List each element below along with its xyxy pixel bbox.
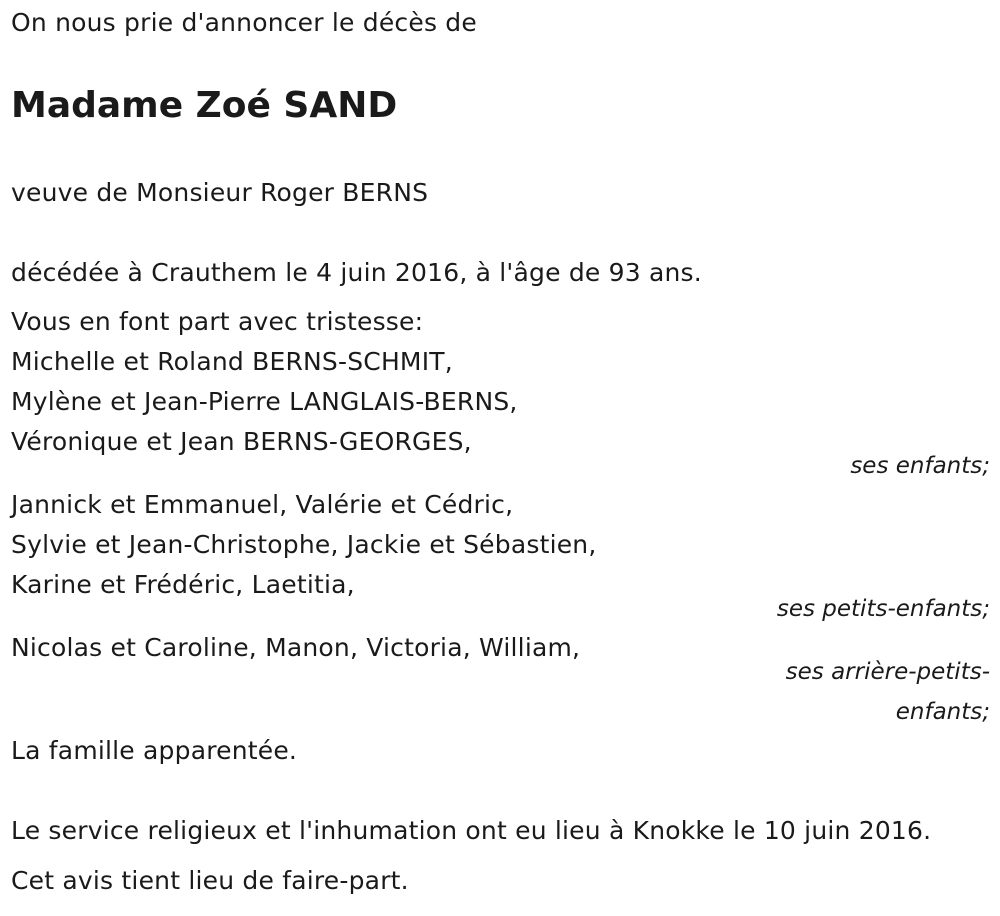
children-line: Michelle et Roland BERNS-SCHMIT, [11, 347, 453, 376]
grandchildren-line: Karine et Frédéric, Laetitia, [11, 570, 355, 599]
service-text: Le service religieux et l'inhumation ont eu lieu à Knokke le 10 juin 2016. [11, 816, 932, 845]
great-grandchildren-line: Nicolas et Caroline, Manon, Victoria, William, [11, 633, 581, 662]
grandchildren-line: Sylvie et Jean-Christophe, Jackie et Sébastien, [11, 530, 597, 559]
family-text: La famille apparentée. [11, 736, 298, 765]
deceased-name: Madame Zoé SAND [11, 85, 398, 126]
closing-text: Cet avis tient lieu de faire-part. [11, 866, 409, 895]
children-line: Véronique et Jean BERNS-GEORGES, [11, 427, 472, 456]
great-grandchildren-role: ses arrière-petits- [785, 659, 990, 685]
announcers-intro: Vous en font part avec tristesse: [11, 307, 424, 336]
grandchildren-line: Jannick et Emmanuel, Valérie et Cédric, [11, 490, 514, 519]
children-line: Mylène et Jean-Pierre LANGLAIS-BERNS, [11, 387, 518, 416]
intro-text: On nous prie d'annoncer le décès de [11, 8, 477, 37]
grandchildren-role: ses petits-enfants; [776, 596, 990, 622]
death-info-text: décédée à Crauthem le 4 juin 2016, à l'âge de 93 ans. [11, 258, 702, 287]
spouse-text: veuve de Monsieur Roger BERNS [11, 178, 429, 207]
children-role: ses enfants; [850, 453, 990, 479]
great-grandchildren-role-cont: enfants; [895, 699, 990, 725]
